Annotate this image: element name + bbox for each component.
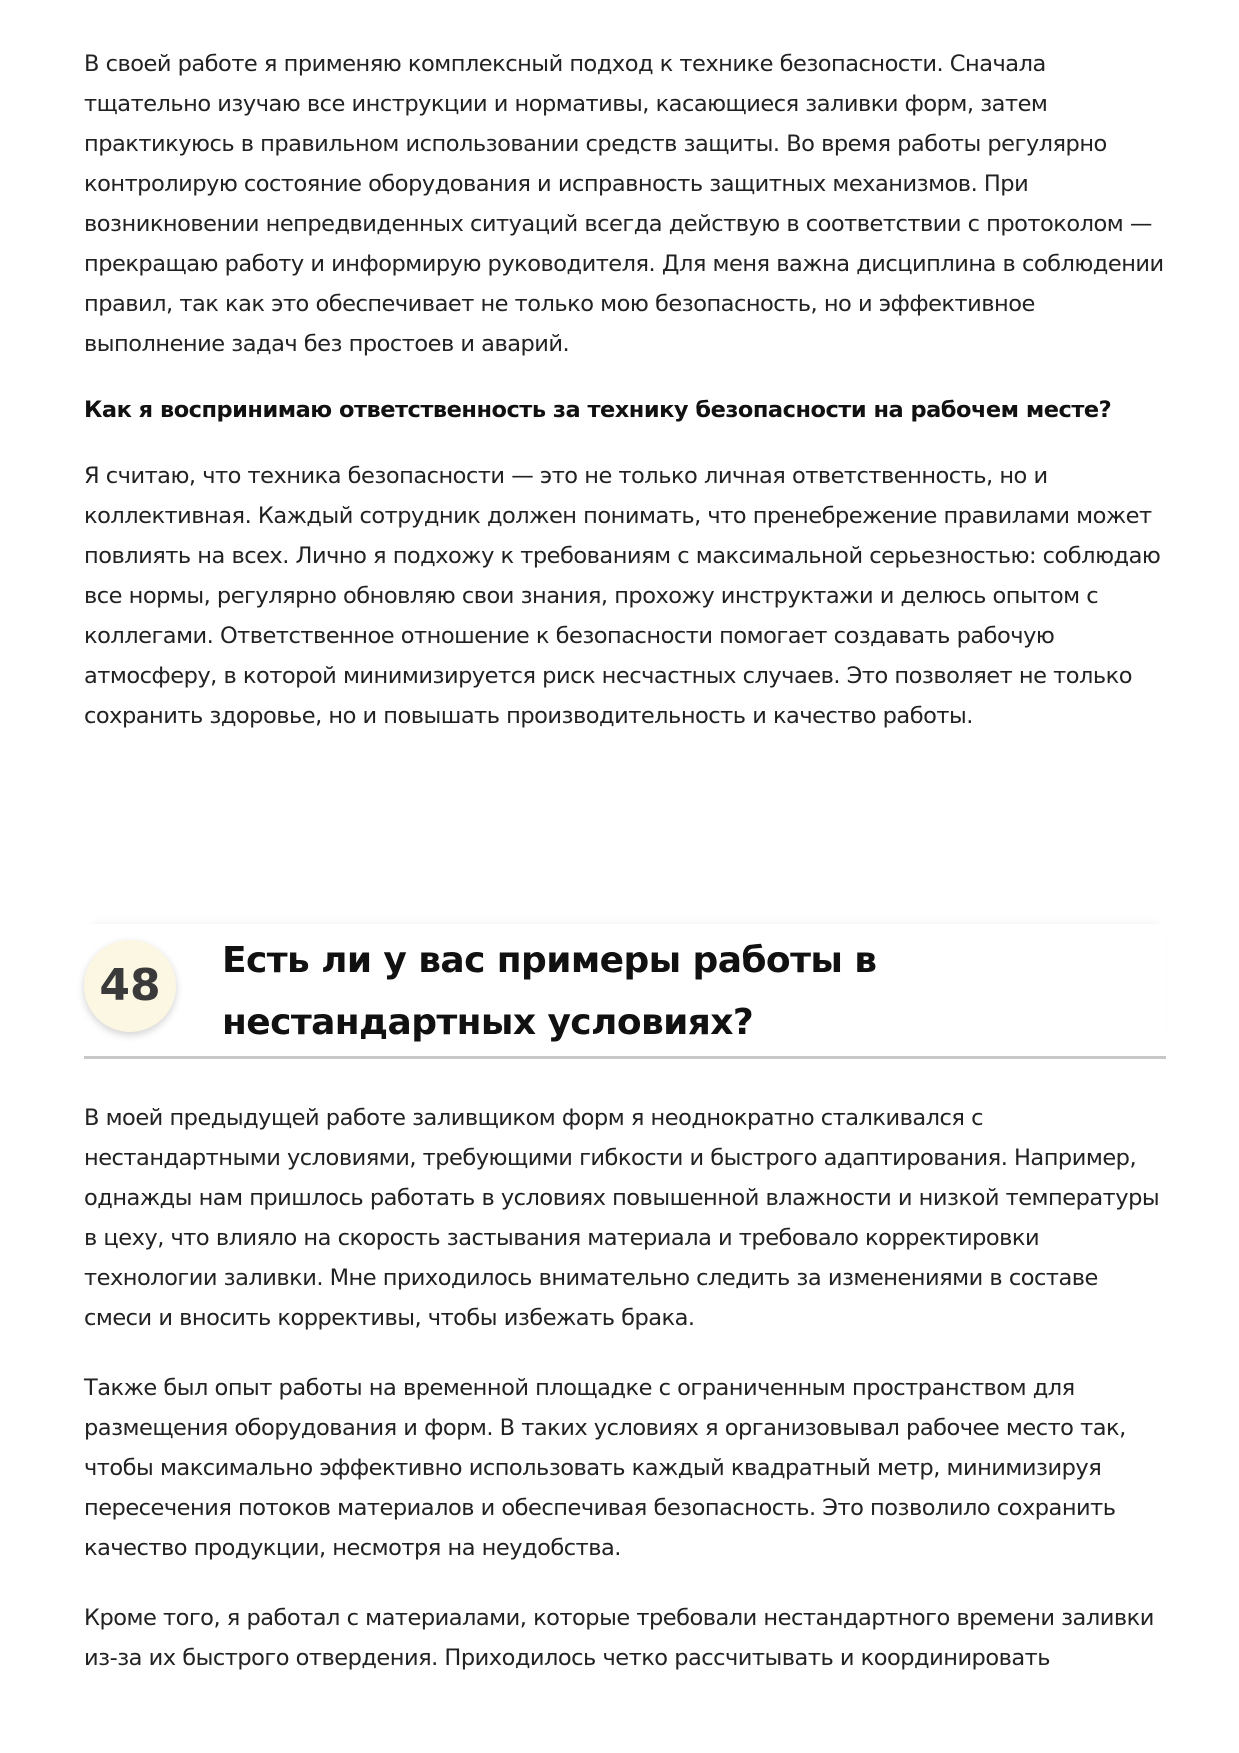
section-paragraph-3: Кроме того, я работал с материалами, которые требовали нестандартного времени заливки из-за их быстрого отвердения. Приходилось четко рассчитывать и координировать [84, 1605, 1154, 1671]
question-number-badge: 48 [84, 940, 176, 1032]
section-answer [84, 1098, 1166, 1678]
question-heading: Как я воспринимаю ответственность за технику безопасности на рабочем месте? [84, 397, 1112, 423]
intro-paragraph: В своей работе я применяю комплексный подход к технике безопасности. Сначала тщательно изучаю все инструкции и нормативы, касающиеся заливки форм, затем практикуюсь в правильном использовании средств защиты. Во время работы регулярно контролирую состояние оборудования и исправность защитных механизмов. При возникновении непредвиденных ситуаций всегда действую в соответствии с протоколом — прекращаю работу и информирую руководителя. Для меня важна дисциплина в соблюдении правил, так как это обеспечивает не только мою безопасность, но и эффективное выполнение задач без простоев и аварий. [84, 51, 1164, 357]
section-paragraph-2: Также был опыт работы на временной площадке с ограниченным пространством для размещения оборудования и форм. В таких условиях я организовывал рабочее место так, чтобы максимально эффективно использовать каждый квадратный метр, минимизируя пересечения потоков материалов и обеспечивая безопасность. Это позволило сохранить качество продукции, несмотря на неудобства. [84, 1375, 1126, 1561]
intro-block [84, 44, 1166, 736]
section-header [84, 924, 1166, 1059]
section-paragraph-1: В моей предыдущей работе заливщиком форм я неоднократно сталкивался с нестандартными условиями, требующими гибкости и быстрого адаптирования. Например, однажды нам пришлось работать в условиях повышенной влажности и низкой температуры в цеху, что влияло на скорость застывания материала и требовало корректировки технологии заливки. Мне приходилось внимательно следить за изменениями в составе смеси и вносить коррективы, чтобы избежать брака. [84, 1105, 1160, 1331]
answer-paragraph: Я считаю, что техника безопасности — это не только личная ответственность, но и коллективная. Каждый сотрудник должен понимать, что пренебрежение правилами может повлиять на всех. Лично я подхожу к требованиям с максимальной серьезностью: соблюдаю все нормы, регулярно обновляю свои знания, прохожу инструктажи и делюсь опытом с коллегами. Ответственное отношение к безопасности помогает создавать рабочую атмосферу, в которой минимизируется риск несчастных случаев. Это позволяет не только сохранить здоровье, но и повышать производительность и качество работы. [84, 463, 1161, 729]
section-title: Есть ли у вас примеры работы в нестандартных условиях? [222, 940, 877, 1043]
